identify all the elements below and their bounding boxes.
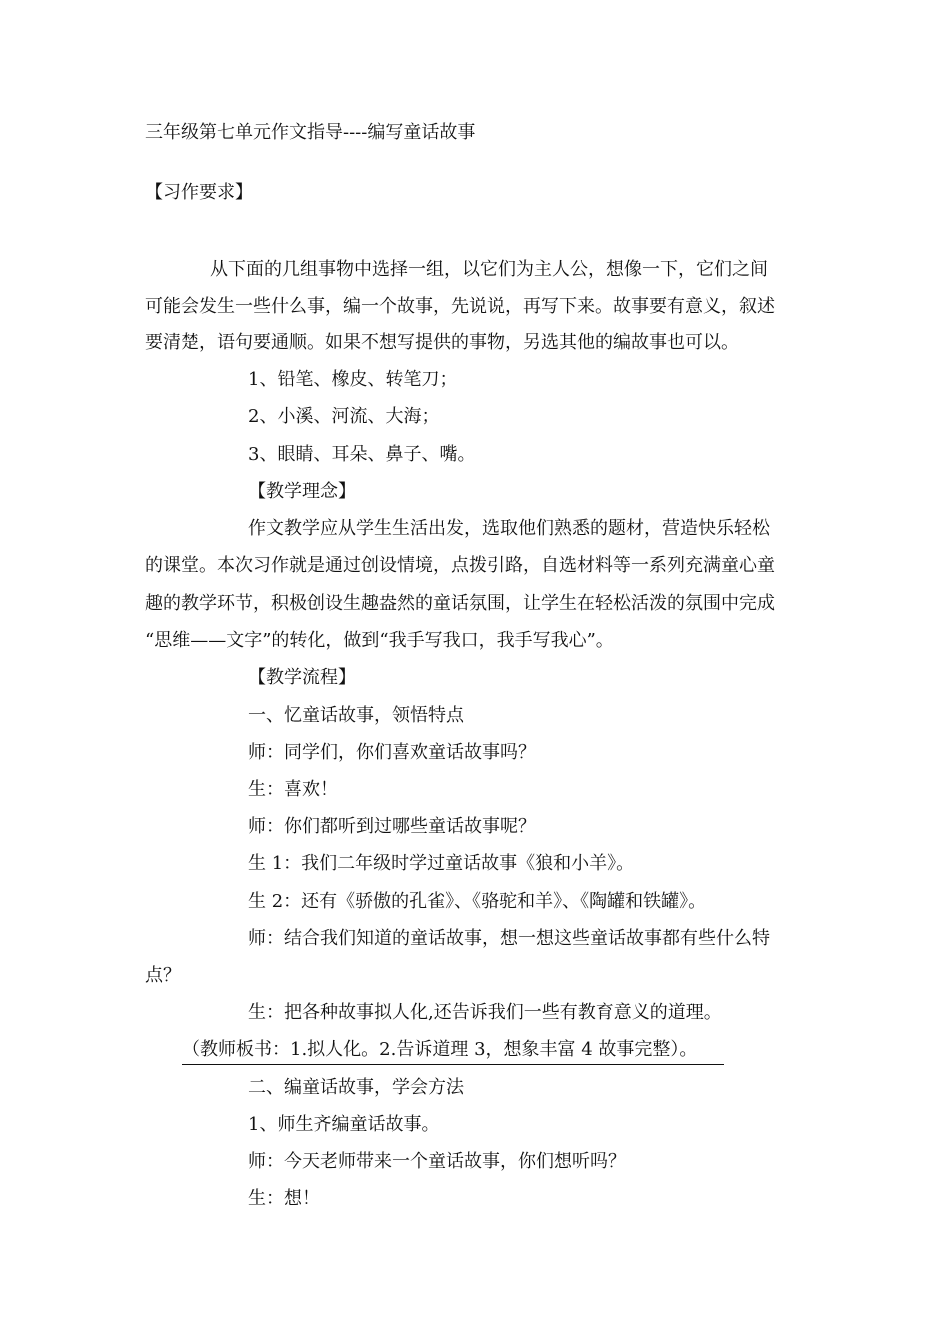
- dialog-line: 生 2：还有《骄傲的孔雀》、《骆驼和羊》、《陶罐和铁罐》。: [248, 891, 707, 912]
- heading-philosophy: 【教学理念】: [248, 481, 356, 502]
- step2-heading: 二、编童话故事，学会方法: [248, 1077, 464, 1098]
- philosophy-line-2: 的课堂。本次习作就是通过创设情境，点拨引路，自选材料等一系列充满童心童: [145, 555, 775, 576]
- philosophy-line-1: 作文教学应从学生生活出发，选取他们熟悉的题材，营造快乐轻松: [248, 518, 770, 539]
- option-2: 2、小溪、河流、大海；: [248, 406, 440, 427]
- step1-heading: 一、忆童话故事，领悟特点: [248, 705, 464, 726]
- dialog-line: 师：同学们，你们喜欢童话故事吗？: [248, 742, 536, 763]
- dialog-line: 生 1：我们二年级时学过童话故事《狼和小羊》。: [248, 853, 635, 874]
- requirement-line-2: 可能会发生一些什么事，编一个故事，先说说，再写下来。故事要有意义，叙述: [145, 296, 775, 317]
- document-title: 三年级第七单元作文指导----编写童话故事: [145, 122, 476, 143]
- step2-item-1: 1、师生齐编童话故事。: [248, 1114, 440, 1135]
- philosophy-line-4: “思维——文字”的转化，做到“我手写我口，我手写我心”。: [145, 630, 614, 651]
- dialog-line: 师：结合我们知道的童话故事，想一想这些童话故事都有些什么特: [248, 928, 770, 949]
- dialog-line: 生：想！: [248, 1188, 320, 1209]
- board-note: （教师板书：1.拟人化。2.告诉道理 3，想象丰富 4 故事完整）。: [182, 1038, 724, 1065]
- dialog-line: 生：喜欢！: [248, 779, 338, 800]
- dialog-line: 生：把各种故事拟人化,还告诉我们一些有教育意义的道理。: [248, 1002, 722, 1023]
- requirement-line-1: 从下面的几组事物中选择一组，以它们为主人公，想像一下，它们之间: [210, 259, 768, 280]
- philosophy-line-3: 趣的教学环节，积极创设生趣盎然的童话氛围，让学生在轻松活泼的氛围中完成: [145, 593, 775, 614]
- heading-requirement: 【习作要求】: [145, 182, 253, 203]
- dialog-line: 师：你们都听到过哪些童话故事呢？: [248, 816, 536, 837]
- dialog-line: 点？: [145, 965, 181, 986]
- option-1: 1、铅笔、橡皮、转笔刀；: [248, 369, 458, 390]
- heading-process: 【教学流程】: [248, 667, 356, 688]
- requirement-line-3: 要清楚，语句要通顺。如果不想写提供的事物，另选其他的编故事也可以。: [145, 332, 739, 353]
- dialog-line: 师：今天老师带来一个童话故事，你们想听吗？: [248, 1151, 626, 1172]
- option-3: 3、眼睛、耳朵、鼻子、嘴。: [248, 444, 476, 465]
